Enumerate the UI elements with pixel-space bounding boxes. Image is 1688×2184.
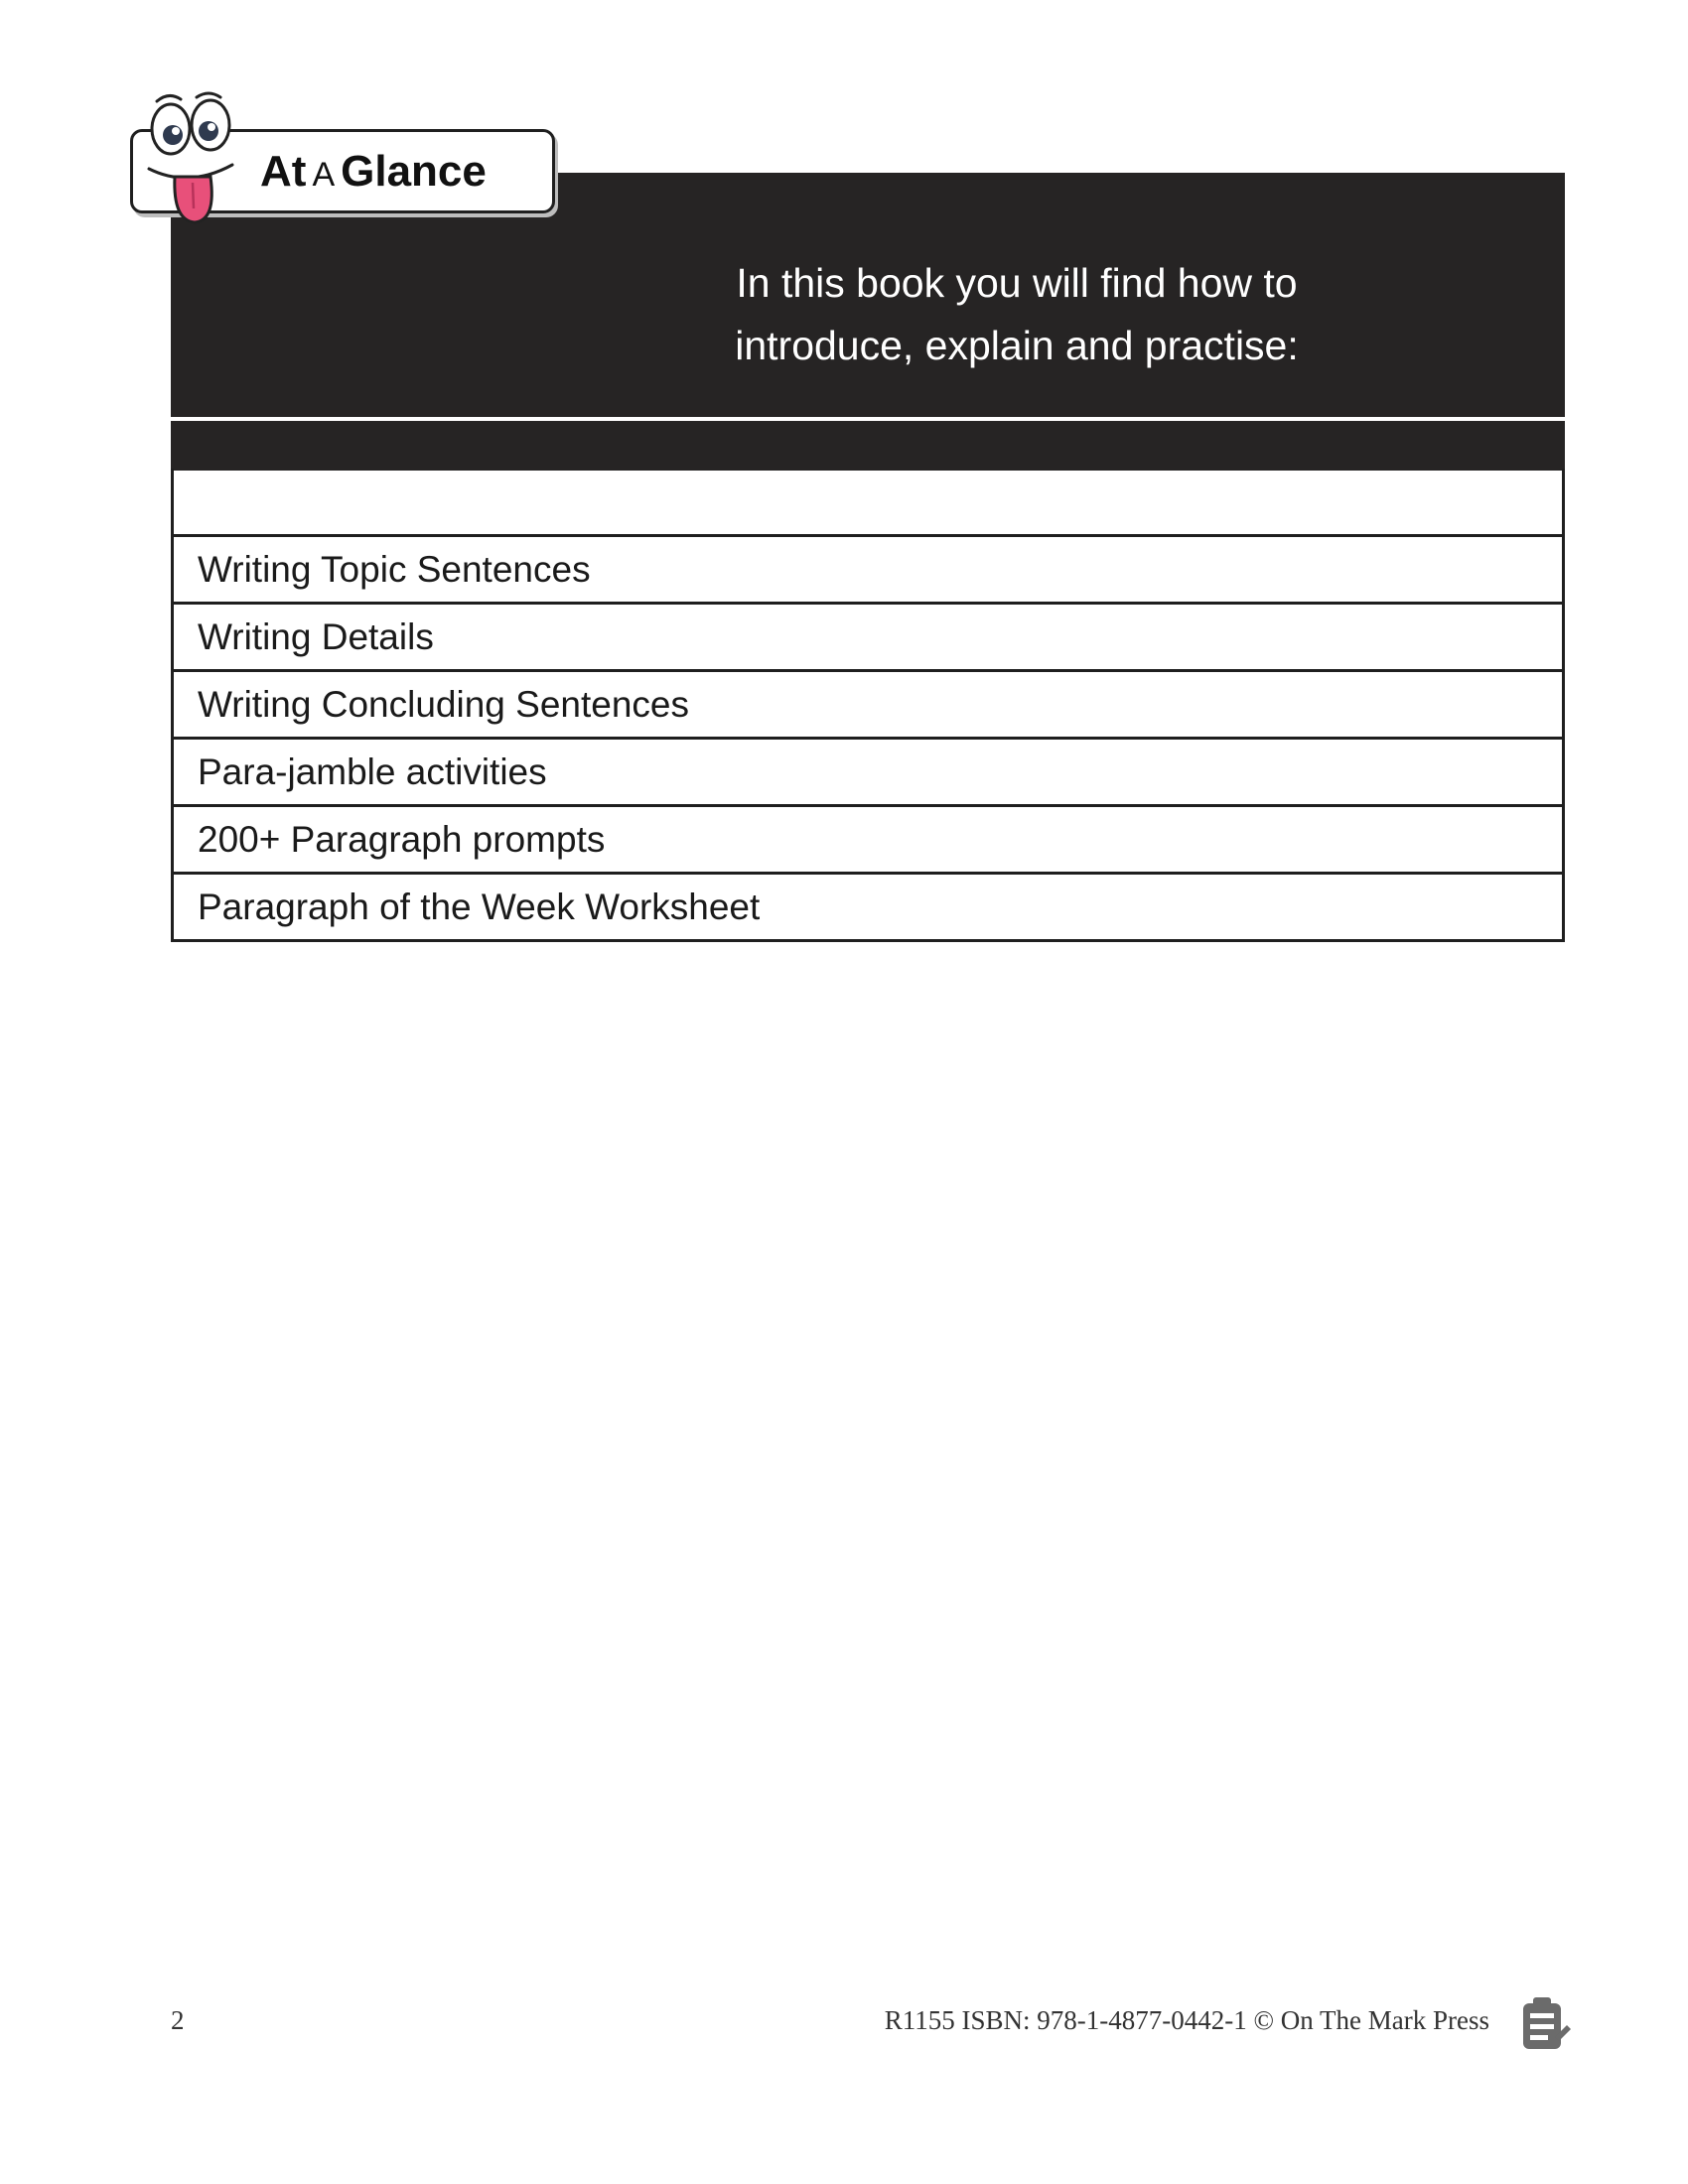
table-row: 200+ Paragraph prompts xyxy=(174,804,1562,872)
title-part-a: A xyxy=(312,156,336,194)
banner-strip xyxy=(171,421,1565,471)
table-row: Paragraph of the Week Worksheet xyxy=(174,872,1562,939)
page-title xyxy=(260,144,487,203)
banner-line-2: introduce, explain and practise: xyxy=(735,323,1299,368)
banner-divider xyxy=(171,417,1565,421)
table-row: Writing Concluding Sentences xyxy=(174,669,1562,737)
title-part-glance: Glance xyxy=(341,147,487,196)
table-row: Writing Details xyxy=(174,602,1562,669)
page-number: 2 xyxy=(171,2005,185,2035)
table-row-blank xyxy=(174,469,1562,534)
title-part-at: At xyxy=(260,147,307,196)
table-row: Para-jamble activities xyxy=(174,737,1562,804)
cartoon-face-icon xyxy=(139,85,244,230)
table-row: Writing Topic Sentences xyxy=(174,534,1562,602)
banner-text xyxy=(171,252,1565,377)
footer-credit: R1155 ISBN: 978-1-4877-0442-1 © On The Mark Press xyxy=(884,2005,1489,2035)
topics-table xyxy=(171,469,1565,942)
clipboard-icon xyxy=(1519,1997,1571,2053)
banner-line-1: In this book you will find how to xyxy=(736,260,1298,306)
